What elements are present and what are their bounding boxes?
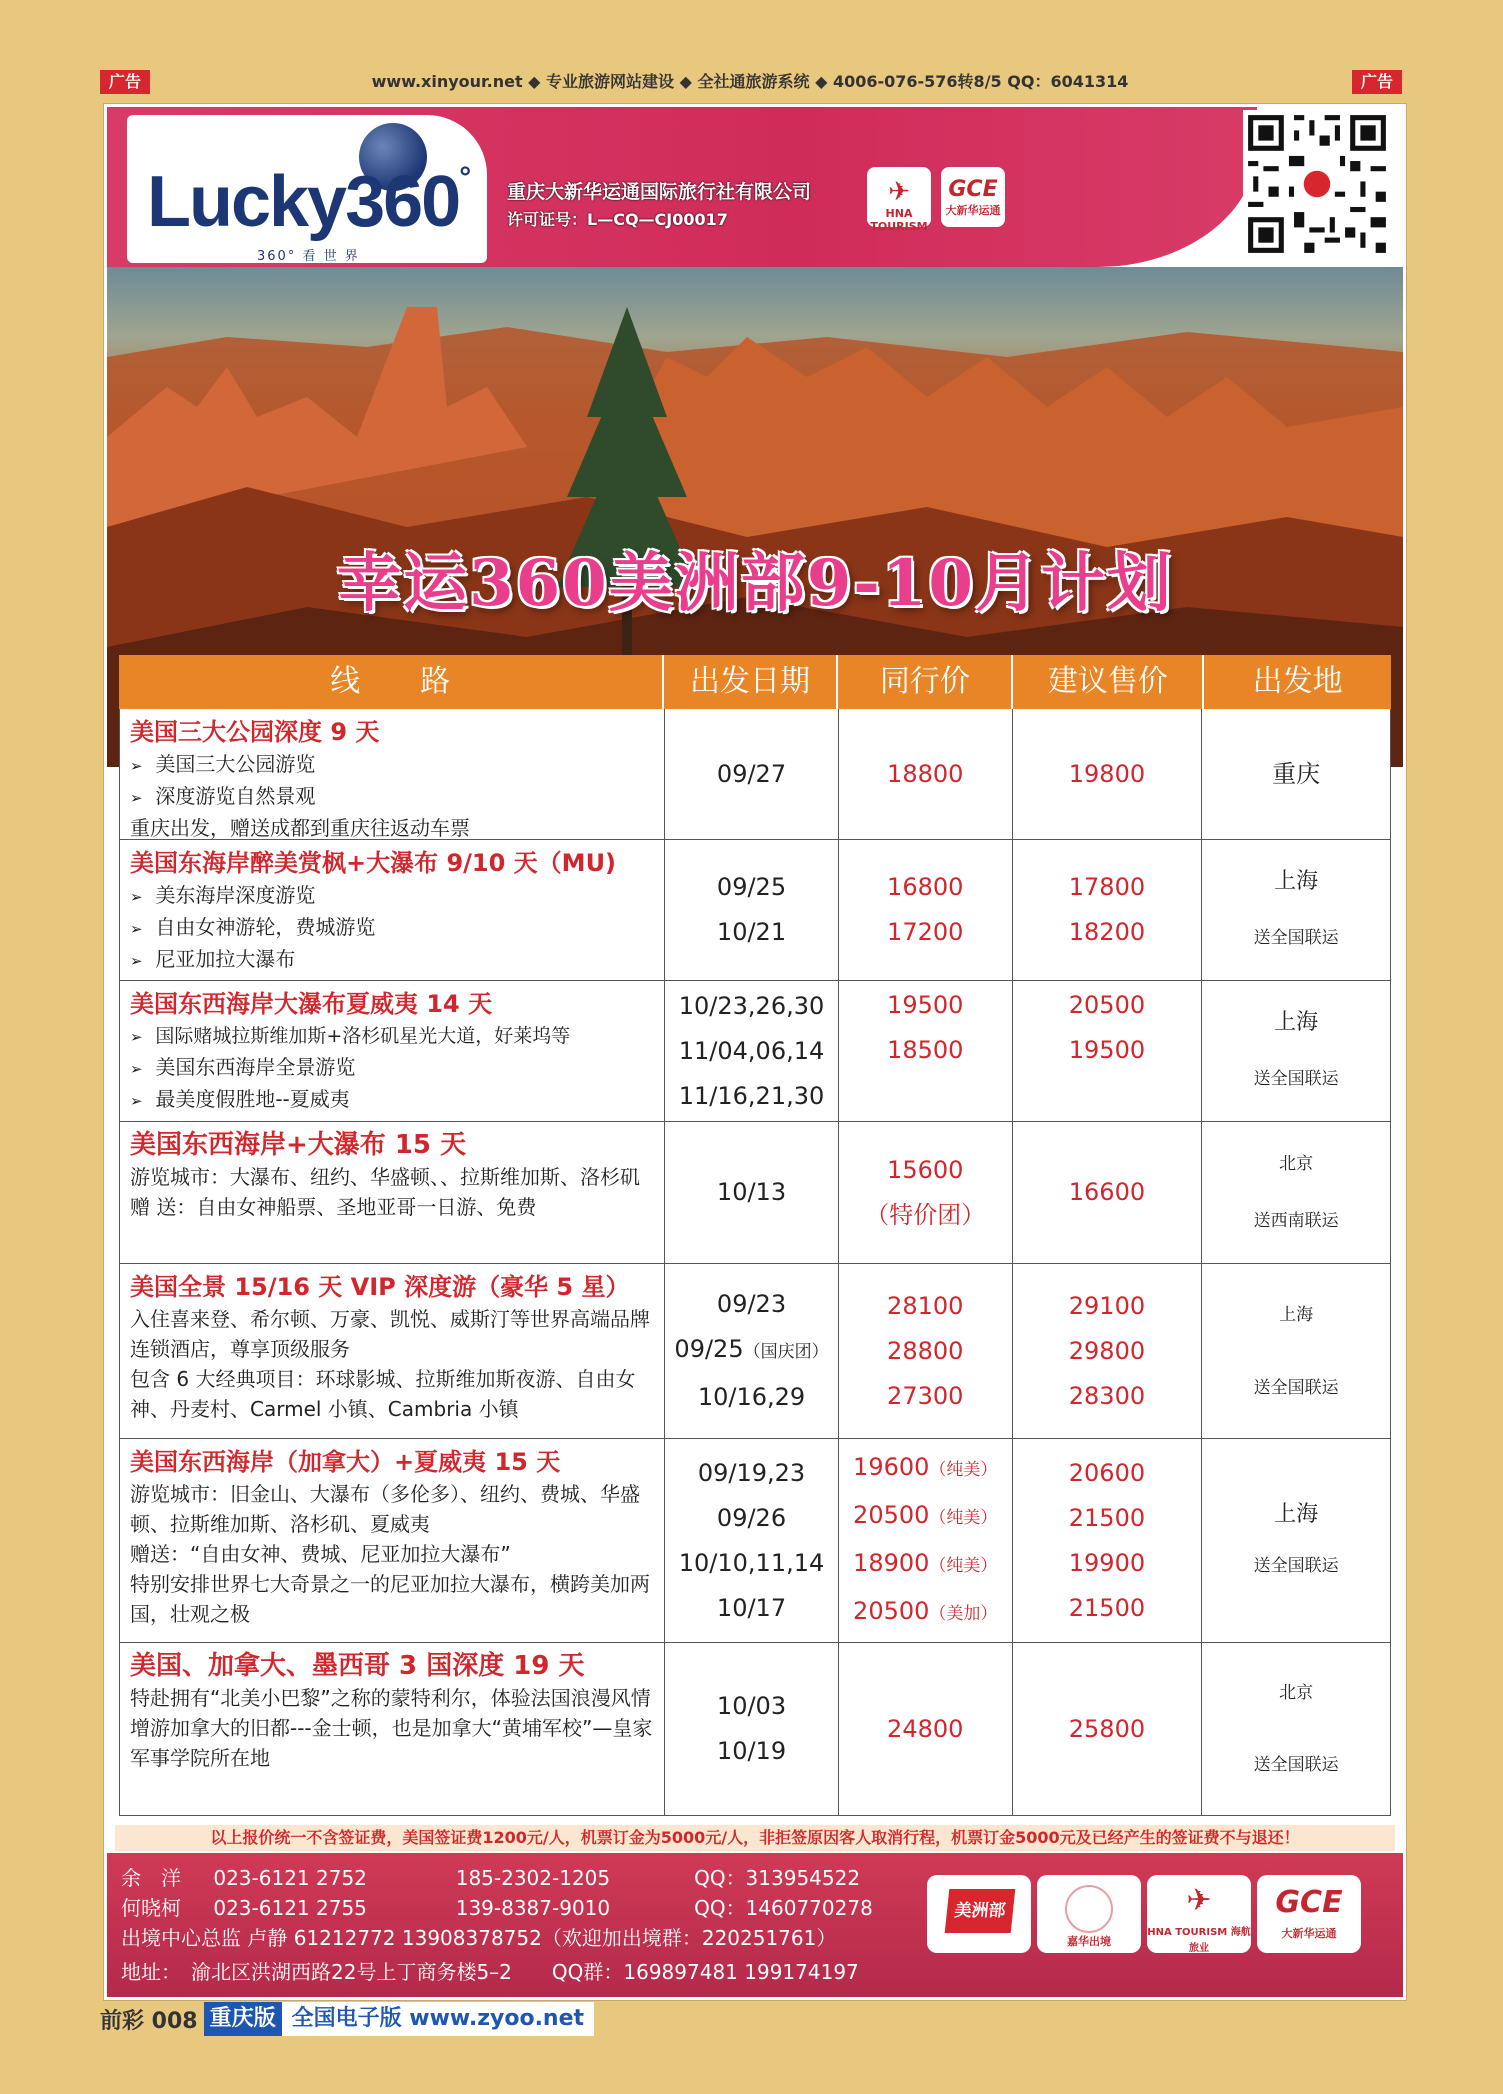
date-value: 10/19 bbox=[716, 1737, 787, 1765]
flag-icon: 美洲部 bbox=[945, 1889, 1016, 1933]
plane-icon: ✈ bbox=[888, 177, 910, 207]
hna-footer-logo: ✈ HNA TOURISM 海航旅业 bbox=[1147, 1875, 1251, 1953]
peer-price: 15600 bbox=[887, 1155, 964, 1184]
route-note: 增游加拿大的旧都---金士顿，也是加拿大“黄埔军校”—皇家军事学院所在地 bbox=[130, 1716, 653, 1770]
table-row bbox=[119, 1439, 1391, 1643]
departure-cell bbox=[1202, 709, 1390, 839]
retail-price: 16600 bbox=[1068, 1178, 1146, 1206]
transfer-note: 送西南联运 bbox=[1253, 1210, 1339, 1231]
route-title: 美国全景 15/16 天 VIP 深度游（豪华 5 星） bbox=[130, 1273, 630, 1301]
route-cell bbox=[120, 709, 665, 839]
peer-price: 28100 bbox=[887, 1291, 964, 1320]
peer-price: 17200 bbox=[887, 918, 964, 946]
route-bullet: ➢ 深度游览自然景观 bbox=[130, 781, 656, 813]
departure-city: 重庆 bbox=[1272, 759, 1321, 788]
gce-footer-logo: GCE 大新华运通 bbox=[1257, 1875, 1361, 1953]
retail-price: 29800 bbox=[1068, 1336, 1146, 1365]
col-route: 线 路 bbox=[119, 655, 664, 709]
peer-price-cell bbox=[839, 981, 1013, 1121]
route-title: 美国、加拿大、墨西哥 3 国深度 19 天 bbox=[130, 1651, 585, 1681]
date-value: 10/10,11,14 bbox=[678, 1548, 825, 1577]
jiahua-logo: 嘉华出境 bbox=[1037, 1875, 1141, 1953]
peer-price: 20500（纯美） bbox=[853, 1500, 998, 1529]
route-cell bbox=[120, 1439, 665, 1642]
date-value: 10/16,29 bbox=[697, 1383, 806, 1411]
retail-price: 18200 bbox=[1068, 918, 1146, 946]
retail-price: 25800 bbox=[1068, 1714, 1146, 1743]
route-note: 游览城市：大瀑布、纽约、华盛顿、、拉斯维加斯、洛杉矶 bbox=[130, 1165, 640, 1189]
contact-row bbox=[121, 1863, 860, 1893]
price-notice: 以上报价统一不含签证费，美国签证费1200元/人，机票订金为5000元/人，非拒签原因客人取消行程，机票订金5000元及已经产生的签证费不与退还！ bbox=[115, 1825, 1395, 1851]
peer-price: 18500 bbox=[887, 1036, 964, 1064]
page-number: 前彩 008 bbox=[100, 2008, 198, 2034]
route-bullet: ➢ 尼亚加拉大瀑布 bbox=[130, 944, 656, 976]
departure-city: 北京 bbox=[1279, 1154, 1314, 1175]
contact-qq[interactable]: QQ：313954522 bbox=[694, 1866, 861, 1890]
center-director: 出境中心总监 卢静 61212772 13908378752（欢迎加出境群：220251761） bbox=[121, 1926, 837, 1950]
transfer-note: 送全国联运 bbox=[1253, 928, 1339, 948]
transfer-note: 送全国联运 bbox=[1253, 1755, 1339, 1775]
gce-logo: GCE 大新华运通 bbox=[941, 167, 1005, 227]
route-note: 特别安排世界七大奇景之一的尼亚加拉大瀑布，横跨美加两国，壮观之极 bbox=[130, 1572, 650, 1626]
table-row bbox=[119, 981, 1391, 1122]
date-cell bbox=[665, 709, 839, 839]
date-cell bbox=[665, 1643, 839, 1815]
date-cell bbox=[665, 1439, 839, 1642]
retail-price: 20500 bbox=[1068, 991, 1146, 1019]
peer-price: 27300 bbox=[887, 1381, 964, 1410]
retail-price: 21500 bbox=[1068, 1503, 1146, 1532]
departure-cell bbox=[1202, 1264, 1390, 1438]
table-row bbox=[119, 1264, 1391, 1439]
qr-code[interactable] bbox=[1243, 110, 1391, 258]
date-value: 11/16,21,30 bbox=[678, 1081, 825, 1110]
page-footer bbox=[100, 2002, 594, 2036]
departure-cell bbox=[1202, 981, 1390, 1121]
peer-price: 18900（纯美） bbox=[853, 1548, 998, 1577]
retail-price: 19800 bbox=[1068, 759, 1146, 788]
retail-price: 19500 bbox=[1068, 1036, 1146, 1064]
col-date: 出发日期 bbox=[664, 655, 839, 709]
departure-city: 上海 bbox=[1274, 869, 1319, 894]
contact-row bbox=[121, 1893, 873, 1923]
col-departure: 出发地 bbox=[1252, 664, 1343, 699]
ad-label-left: 广告 bbox=[100, 70, 150, 94]
transfer-note: 送全国联运 bbox=[1253, 1377, 1339, 1398]
departure-city: 上海 bbox=[1279, 1304, 1314, 1325]
license-number: 许可证号：L—CQ—CJ00017 bbox=[507, 210, 728, 229]
peer-price-cell bbox=[839, 840, 1013, 980]
route-bullet: ➢ 美东海岸深度游览 bbox=[130, 880, 656, 912]
table-row bbox=[119, 709, 1391, 840]
peer-price: 24800 bbox=[887, 1714, 964, 1743]
company-name: 重庆大新华运通国际旅行社有限公司 bbox=[507, 181, 812, 203]
route-cell bbox=[120, 1643, 665, 1815]
date-value: 10/21 bbox=[716, 918, 787, 946]
headline: 幸运360美洲部9-10月计划 bbox=[337, 546, 1173, 621]
date-value: 09/26 bbox=[716, 1503, 787, 1532]
departure-city: 上海 bbox=[1274, 1501, 1319, 1527]
lucky360-logo bbox=[127, 115, 487, 263]
route-note: 赠 送：自由女神船票、圣地亚哥一日游、免费 bbox=[130, 1195, 537, 1219]
date-value: 10/03 bbox=[716, 1692, 787, 1720]
itinerary-table bbox=[119, 655, 1391, 1816]
peer-price: 28800 bbox=[887, 1336, 964, 1365]
retail-price-cell bbox=[1013, 1264, 1203, 1438]
date-value: 09/19,23 bbox=[697, 1458, 806, 1487]
route-note: 游览城市：旧金山、大瀑布（多伦多）、纽约、费城、华盛顿、拉斯维加斯、洛杉矶、夏威夷 bbox=[130, 1482, 640, 1536]
edition-label: 重庆版 bbox=[204, 2002, 282, 2036]
retail-price-cell bbox=[1013, 981, 1203, 1121]
americas-dept-logo bbox=[927, 1875, 1031, 1953]
route-cell bbox=[120, 1264, 665, 1438]
date-cell bbox=[665, 1122, 839, 1263]
date-value: 10/23,26,30 bbox=[678, 991, 825, 1020]
route-bullet: ➢ 美国三大公园游览 bbox=[130, 749, 656, 781]
retail-price: 28300 bbox=[1068, 1381, 1146, 1410]
retail-price-cell bbox=[1013, 840, 1203, 980]
contact-name: 何晓柯 bbox=[121, 1896, 181, 1920]
retail-price: 19900 bbox=[1068, 1548, 1146, 1577]
ad-label-right: 广告 bbox=[1352, 70, 1402, 94]
route-note: 赠送：“自由女神、费城、尼亚加拉大瀑布” bbox=[130, 1542, 511, 1566]
date-cell bbox=[665, 840, 839, 980]
date-cell bbox=[665, 1264, 839, 1438]
peer-price-cell bbox=[839, 709, 1013, 839]
transfer-note: 送全国联运 bbox=[1253, 1556, 1339, 1577]
office-address: 地址： 渝北区洪湖西路22号上丁商务楼5–2 QQ群：169897481 199174197 bbox=[121, 1960, 859, 1984]
date-value: 11/04,06,14 bbox=[678, 1036, 825, 1065]
header bbox=[107, 107, 1403, 267]
route-cell bbox=[120, 840, 665, 980]
date-value: 09/23 bbox=[716, 1290, 787, 1318]
route-cell bbox=[120, 1122, 665, 1263]
plane-icon: ✈ bbox=[1186, 1883, 1212, 1918]
website-link[interactable]: 全国电子版 www.zyoo.net bbox=[282, 2002, 594, 2036]
route-bullet: ➢ 自由女神游轮，费城游览 bbox=[130, 912, 656, 944]
peer-price-cell bbox=[839, 1122, 1013, 1263]
peer-price-cell bbox=[839, 1643, 1013, 1815]
contact-tel[interactable]: 023-6121 2752 bbox=[213, 1866, 367, 1890]
peer-price: 18800 bbox=[887, 759, 964, 788]
col-peer-price: 同行价 bbox=[838, 655, 1013, 709]
departure-cell bbox=[1202, 1643, 1390, 1815]
retail-price: 20600 bbox=[1068, 1458, 1146, 1487]
date-value: 10/17 bbox=[716, 1593, 787, 1622]
transfer-note: 送全国联运 bbox=[1253, 1069, 1339, 1089]
table-row bbox=[119, 1643, 1391, 1816]
retail-price: 17800 bbox=[1068, 873, 1146, 901]
table-row bbox=[119, 840, 1391, 981]
top-banner-text: www.xinyour.net ◆ 专业旅游网站建设 ◆ 全社通旅游系统 ◆ 4006-076-576转8/5 QQ：6041314 bbox=[371, 72, 1129, 91]
route-note: 包含 6 大经典项目：环球影城、拉斯维加斯夜游、自由女神、丹麦村、Carmel 小镇、Cambria 小镇 bbox=[130, 1367, 636, 1421]
route-title: 美国东西海岸+大瀑布 15 天 bbox=[130, 1130, 467, 1160]
route-title: 美国东西海岸大瀑布夏威夷 14 天 bbox=[130, 990, 493, 1018]
advert-page bbox=[104, 104, 1406, 2000]
contact-panel bbox=[107, 1853, 1403, 1997]
peer-price: 16800 bbox=[887, 873, 964, 901]
route-note: 特赴拥有“北美小巴黎”之称的蒙特利尔，体验法国浪漫风情 bbox=[130, 1686, 651, 1710]
retail-price: 21500 bbox=[1068, 1593, 1146, 1622]
contact-qq[interactable]: QQ：1460770278 bbox=[694, 1896, 873, 1920]
departure-cell bbox=[1202, 1439, 1390, 1642]
peer-price-cell bbox=[839, 1264, 1013, 1438]
retail-price-cell bbox=[1013, 1643, 1203, 1815]
contact-tel[interactable]: 023-6121 2755 bbox=[213, 1896, 367, 1920]
hna-logo: ✈ HNA TOURISM bbox=[867, 167, 931, 227]
date-cell bbox=[665, 981, 839, 1121]
retail-price: 29100 bbox=[1068, 1291, 1146, 1320]
contact-name: 余 洋 bbox=[121, 1866, 181, 1890]
departure-cell bbox=[1202, 1122, 1390, 1263]
special-group-note: （特价团） bbox=[865, 1200, 986, 1229]
table-header bbox=[119, 655, 1391, 709]
col-retail-price: 建议售价 bbox=[1013, 655, 1204, 709]
route-note: 重庆出发，赠送成都到重庆往返动车票 bbox=[130, 816, 470, 840]
contact-mobile[interactable]: 185-2302-1205 bbox=[455, 1866, 611, 1890]
contact-mobile[interactable]: 139-8387-9010 bbox=[455, 1896, 611, 1920]
route-bullet: ➢ 最美度假胜地--夏威夷 bbox=[130, 1084, 656, 1116]
peer-price: 19600（纯美） bbox=[853, 1452, 998, 1481]
emblem-icon bbox=[1065, 1885, 1113, 1933]
route-bullet: ➢ 美国东西海岸全景游览 bbox=[130, 1052, 656, 1084]
peer-price-cell bbox=[839, 1439, 1013, 1642]
logo-tagline: 360° 看 世 界 bbox=[257, 249, 360, 264]
route-title: 美国东西海岸（加拿大）+夏威夷 15 天 bbox=[130, 1448, 561, 1476]
date-value: 09/27 bbox=[716, 759, 787, 788]
route-cell bbox=[120, 981, 665, 1121]
date-value: 10/13 bbox=[716, 1178, 787, 1206]
table-row bbox=[119, 1122, 1391, 1264]
logo-wordmark: Lucky360° bbox=[147, 161, 470, 242]
peer-price: 20500（美加） bbox=[853, 1596, 998, 1625]
departure-city: 北京 bbox=[1279, 1683, 1314, 1703]
peer-price: 19500 bbox=[887, 991, 964, 1019]
route-title: 美国东海岸醉美赏枫+大瀑布 9/10 天（MU) bbox=[130, 849, 617, 877]
date-value: 09/25（国庆团） bbox=[674, 1335, 829, 1363]
route-bullet: ➢ 国际赌城拉斯维加斯+洛杉矶星光大道，好莱坞等 bbox=[130, 1021, 656, 1052]
retail-price-cell bbox=[1013, 1439, 1203, 1642]
departure-cell bbox=[1202, 840, 1390, 980]
route-note: 入住喜来登、希尔顿、万豪、凯悦、威斯汀等世界高端品牌连锁酒店，尊享顶级服务 bbox=[130, 1307, 650, 1361]
departure-city: 上海 bbox=[1274, 1010, 1319, 1035]
retail-price-cell bbox=[1013, 1122, 1203, 1263]
route-title: 美国三大公园深度 9 天 bbox=[130, 718, 380, 746]
retail-price-cell bbox=[1013, 709, 1203, 839]
date-value: 09/25 bbox=[716, 873, 787, 901]
